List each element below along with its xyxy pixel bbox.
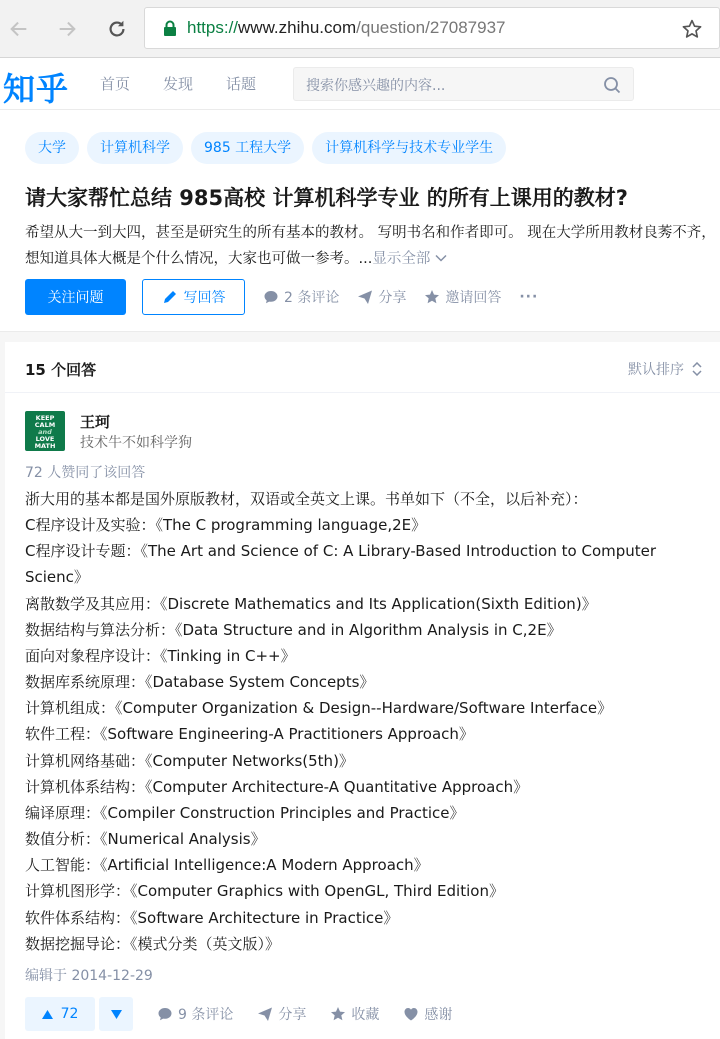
answer-line: 数据挖掘导论：《模式分类（英文版）》 [25, 934, 281, 953]
arrow-left-icon [8, 18, 30, 40]
answer-line: Scienc》 [25, 568, 89, 587]
topic-tag[interactable]: 计算机科学 [87, 132, 183, 164]
avatar[interactable]: KEEP CALM and LOVE MATH [25, 411, 65, 451]
star-icon [424, 289, 440, 305]
question-detail [25, 220, 720, 272]
downvote-button[interactable] [99, 997, 133, 1031]
answer-line: 数据结构与算法分析：《Data Structure and in Algorithm Analysis in C,2E》 [25, 620, 562, 639]
search-input[interactable]: 搜索你感兴趣的内容... [306, 78, 446, 94]
answer-comments-button[interactable]: 9 条评论 [157, 1004, 233, 1024]
reload-button[interactable] [100, 12, 134, 46]
show-all-link[interactable]: 显示全部 [372, 251, 447, 267]
triangle-up-icon [42, 1010, 53, 1019]
star-icon [330, 1006, 346, 1022]
answer-actions [25, 997, 452, 1031]
share-icon [257, 1006, 273, 1022]
back-button[interactable] [2, 12, 36, 46]
search-icon[interactable] [603, 76, 621, 94]
answer-line: 计算机图形学：《Computer Graphics with OpenGL, Third Edition》 [25, 882, 504, 901]
url-text: https://www.zhihu.com/question/27087937 [187, 18, 506, 37]
author-name[interactable]: 王珂 [80, 413, 111, 431]
topic-tag[interactable]: 计算机科学与技术专业学生 [312, 132, 506, 164]
browser-toolbar [0, 0, 720, 58]
comment-icon [263, 289, 279, 305]
answer-line: 数据库系统原理：《Database System Concepts》 [25, 673, 375, 692]
question-comments-button[interactable]: 2 条评论 [263, 287, 339, 307]
collect-button[interactable]: 收藏 [330, 1004, 379, 1024]
reload-icon [106, 18, 128, 40]
forward-button[interactable] [50, 12, 84, 46]
answer-line: 软件工程：《Software Engineering-A Practitioners Approach》 [25, 725, 474, 744]
top-nav [100, 73, 256, 94]
question-card [0, 110, 720, 332]
question-detail-text: 希望从大一到大四，甚至是研究生的所有基本的教材。 写明书名和作者即可。 现在大学所用教材良莠不齐，想知道具体大概是个什么情况，大家也可做一参考。... [25, 225, 716, 267]
question-title: 请大家帮忙总结 985高校 计算机科学专业 的所有上课用的教材? [25, 186, 628, 210]
answer-line: 数值分析：《Numerical Analysis》 [25, 830, 266, 849]
heart-icon [403, 1006, 419, 1022]
topic-tag[interactable]: 大学 [25, 132, 79, 164]
question-share-button[interactable]: 分享 [357, 287, 406, 307]
topic-tags [25, 132, 506, 164]
answer-line: 计算机组成：《Computer Organization & Design--Hardware/Software Interface》 [25, 699, 613, 718]
answer-count: 15 个回答 [25, 361, 97, 379]
nav-explore[interactable]: 发现 [163, 75, 194, 93]
answer-line: 编译原理：《Compiler Construction Principles and Practice》 [25, 803, 465, 822]
answer-line: 软件体系结构：《Software Architecture in Practice》 [25, 908, 399, 927]
site-header [0, 58, 720, 110]
answer-list-header [5, 342, 720, 393]
search-box[interactable] [293, 67, 634, 101]
answer-list [5, 342, 720, 1039]
answer-line: C程序设计及实验：《The C programming language,2E》 [25, 516, 427, 535]
topic-tag[interactable]: 985 工程大学 [191, 132, 304, 164]
answer-line: 浙大用的基本都是国外原版教材，双语或全英文上课。书单如下（不全，以后补充）： [25, 490, 588, 508]
upvote-summary: 72 人赞同了该回答 [25, 465, 146, 481]
thanks-button[interactable]: 感谢 [403, 1004, 452, 1024]
triangle-down-icon [111, 1010, 122, 1019]
answer-line: 计算机网络基础：《Computer Networks(5th)》 [25, 751, 354, 770]
answer-line: 面向对象程序设计：《Tinking in C++》 [25, 646, 296, 665]
share-icon [357, 289, 373, 305]
answer-line: 离散数学及其应用：《Discrete Mathematics and Its Application(Sixth Edition)》 [25, 594, 597, 613]
author-bio: 技术牛不如科学狗 [80, 435, 192, 451]
lock-icon [163, 20, 177, 36]
edited-time[interactable]: 编辑于 2014-12-29 [25, 968, 153, 984]
nav-topics[interactable]: 话题 [226, 75, 257, 93]
nav-home[interactable]: 首页 [100, 75, 131, 93]
follow-question-button[interactable]: 关注问题 [25, 279, 126, 315]
address-bar[interactable] [144, 7, 720, 49]
upvote-button[interactable]: 72 [25, 997, 95, 1031]
question-actions [25, 279, 538, 315]
zhihu-logo[interactable]: 知乎 [3, 70, 70, 108]
write-answer-button[interactable]: 写回答 [142, 279, 245, 315]
sort-updown-icon [692, 362, 702, 376]
answer-line: C程序设计专题：《The Art and Science of C: A Library-Based Introduction to Computer [25, 542, 657, 561]
answer-content [25, 486, 715, 957]
answer-line: 计算机体系结构：《Computer Architecture-A Quantitative Approach》 [25, 777, 529, 796]
answer-line: 人工智能：《Artificial Intelligence:A Modern Approach》 [25, 856, 429, 875]
sort-dropdown[interactable]: 默认排序 [628, 359, 702, 379]
arrow-right-icon [56, 18, 78, 40]
chevron-down-icon [435, 253, 447, 263]
comment-icon [157, 1006, 173, 1022]
answer-share-button[interactable]: 分享 [257, 1004, 306, 1024]
more-options-button[interactable]: ··· [519, 289, 539, 305]
invite-answer-button[interactable]: 邀请回答 [424, 287, 501, 307]
bookmark-star-icon[interactable] [681, 18, 703, 40]
pencil-icon [162, 289, 178, 305]
